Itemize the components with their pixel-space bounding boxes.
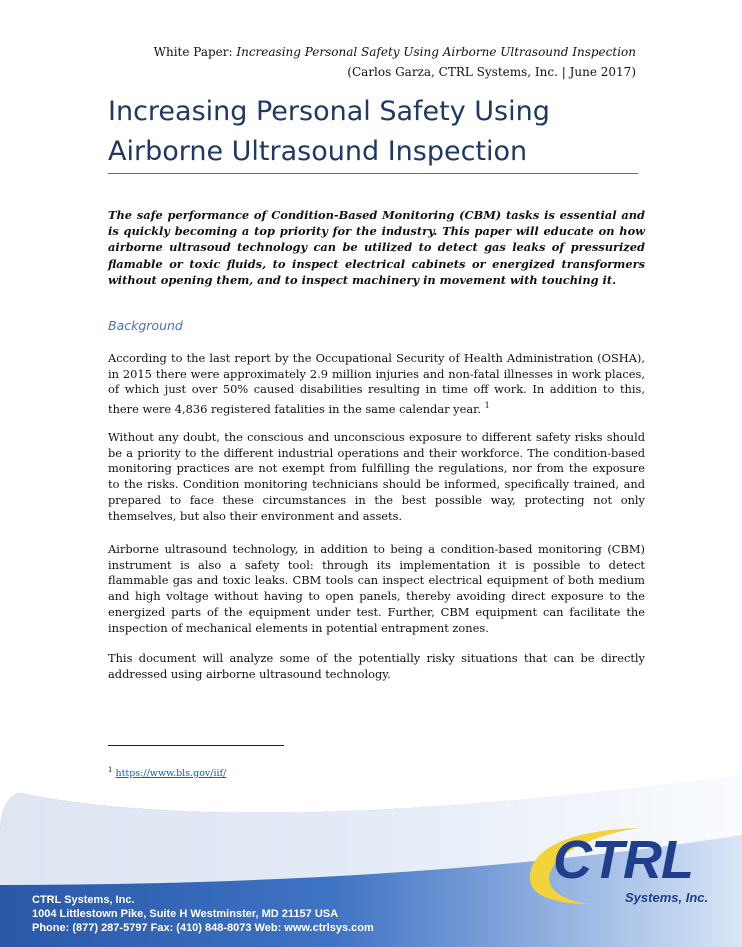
- abstract: The safe performance of Condition-Based Monitoring (CBM) tasks is essential and is quickly becoming a top priority for the industry. This paper will educate on how airborne ultrasoud technology can be utilized to detect gas leaks of pressurized flamable or toxic fluids, to inspect electrical cabinets or energized transformers without opening them, and to inspect machinery in movement with touching it.: [108, 208, 645, 287]
- footer-contact: Phone: (877) 287-5797 Fax: (410) 848-8073 Web: www.ctrlsys.com: [32, 922, 374, 934]
- footnote-separator: [108, 745, 284, 746]
- title-line-1: Increasing Personal Safety Using: [108, 96, 550, 127]
- footer-address: 1004 Littlestown Pike, Suite H Westminster, MD 21157 USA: [32, 908, 339, 920]
- header-title-line: [154, 42, 636, 62]
- logo-wordmark: CTRL: [553, 830, 693, 890]
- logo-subtitle: Systems, Inc.: [625, 890, 709, 905]
- footer-company: CTRL Systems, Inc.: [32, 894, 135, 906]
- footnote-number: 1: [108, 766, 113, 774]
- paragraph-1: [108, 351, 645, 418]
- title-line-2: Airborne Ultrasound Inspection: [108, 136, 528, 167]
- page-title: [108, 92, 648, 172]
- header-doc-title: Increasing Personal Safety Using Airborne Ultrasound Inspection: [236, 45, 636, 59]
- document-header: [154, 42, 636, 82]
- paragraph-4: This document will analyze some of the potentially risky situations that can be directly addressed using airborne ultrasound technology.: [108, 651, 645, 681]
- footnote-reference[interactable]: 1: [484, 401, 490, 411]
- header-prefix: White Paper:: [153, 45, 237, 59]
- section-heading-background: Background: [108, 318, 183, 333]
- header-byline: (Carlos Garza, CTRL Systems, Inc. | June 2017): [347, 65, 636, 79]
- footnote-link[interactable]: https://www.bls.gov/iif/: [115, 768, 227, 780]
- title-divider: [108, 173, 638, 174]
- footer-contact-block: [32, 893, 374, 935]
- paragraph-3: Airborne ultrasound technology, in addition to being a condition-based monitoring (CBM) instrument is also a safety tool: through its implementation it is possible to detect flammable gas and toxic leaks. CBM tools can inspect electrical equipment of both medium and high voltage without having to open panels, thereby avoiding direct exposure to the energized parts of the equipment under test. Further, CBM equipment can facilitate the inspection of mechanical elements in potential entrapment zones.: [108, 542, 645, 635]
- paragraph-2: Without any doubt, the conscious and unconscious exposure to different safety risks should be a priority to the different industrial operations and their workforce. The condition-based monitoring practices are not exempt from fulfilling the regulations, nor from the exposure to the risks. Condition monitoring technicians should be informed, specifically trained, and prepared to face these circumstances in the best possible way, protecting not only themselves, but also their environment and assets.: [108, 430, 645, 523]
- paragraph-1-text: According to the last report by the Occupational Security of Health Administration (OSHA), in 2015 there were approximately 2.9 million injuries and non-fatal illnesses in work places, of which just over 50% caused disabilities resulting in time off work. In addition to this, there were 4,836 registered fatalities in the same calendar year.: [108, 351, 645, 416]
